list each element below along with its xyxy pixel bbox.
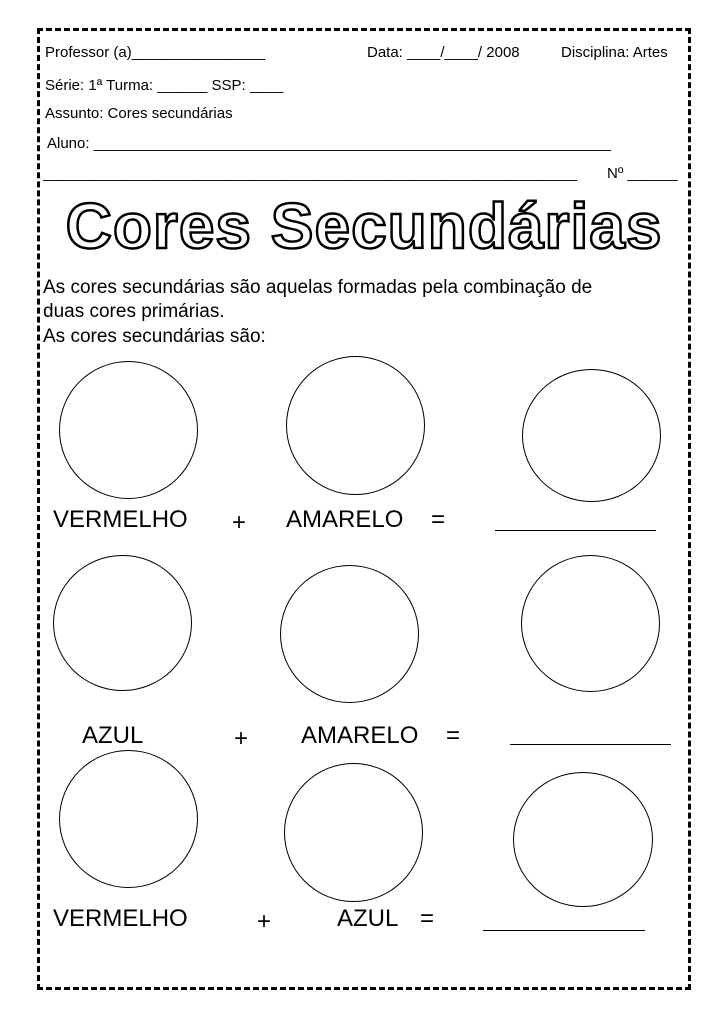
- color-circle-result[interactable]: [513, 772, 653, 907]
- intro-line-3: As cores secundárias são:: [43, 326, 266, 347]
- discipline-label: Disciplina: Artes: [561, 44, 668, 61]
- number-field[interactable]: Nº ______: [607, 165, 678, 182]
- equation-1-plus: +: [232, 509, 247, 536]
- color-circle-red[interactable]: [59, 361, 198, 499]
- blank-line[interactable]: ________________________________________________________________: [43, 165, 577, 182]
- equation-3-answer-blank[interactable]: [483, 930, 645, 931]
- series-class-field[interactable]: Série: 1ª Turma: ______ SSP: ____: [45, 77, 284, 94]
- date-field[interactable]: Data: ____/____/ 2008: [367, 44, 520, 61]
- equation-1-color2: AMARELO: [286, 506, 404, 533]
- subject-label: Assunto: Cores secundárias: [45, 105, 233, 122]
- page-title: Cores Secundárias: [65, 190, 663, 262]
- color-circle-red[interactable]: [59, 750, 198, 888]
- equation-3-color2: AZUL: [337, 905, 399, 932]
- professor-field[interactable]: Professor (a)________________: [45, 44, 266, 61]
- color-circle-blue[interactable]: [284, 763, 423, 902]
- color-circle-yellow[interactable]: [280, 565, 419, 703]
- intro-line-2: duas cores primárias.: [43, 301, 225, 322]
- student-name-field[interactable]: Aluno: ______________________________________________________________: [47, 135, 611, 152]
- equation-2-equals: =: [446, 722, 461, 749]
- equation-2-color1: AZUL: [82, 722, 144, 749]
- color-circle-blue[interactable]: [53, 555, 192, 691]
- color-circle-result[interactable]: [521, 555, 660, 692]
- equation-2-plus: +: [234, 725, 249, 752]
- equation-1-answer-blank[interactable]: [495, 530, 656, 531]
- intro-line-1: As cores secundárias são aquelas formadas pela combinação de: [43, 277, 593, 298]
- color-circle-result[interactable]: [522, 369, 661, 502]
- color-circle-yellow[interactable]: [286, 356, 425, 495]
- equation-1-color1: VERMELHO: [53, 506, 188, 533]
- equation-1-equals: =: [431, 506, 446, 533]
- equation-3-plus: +: [257, 908, 272, 935]
- equation-3-color1: VERMELHO: [53, 905, 188, 932]
- equation-2-color2: AMARELO: [301, 722, 419, 749]
- equation-2-answer-blank[interactable]: [510, 744, 671, 745]
- equation-3-equals: =: [420, 905, 435, 932]
